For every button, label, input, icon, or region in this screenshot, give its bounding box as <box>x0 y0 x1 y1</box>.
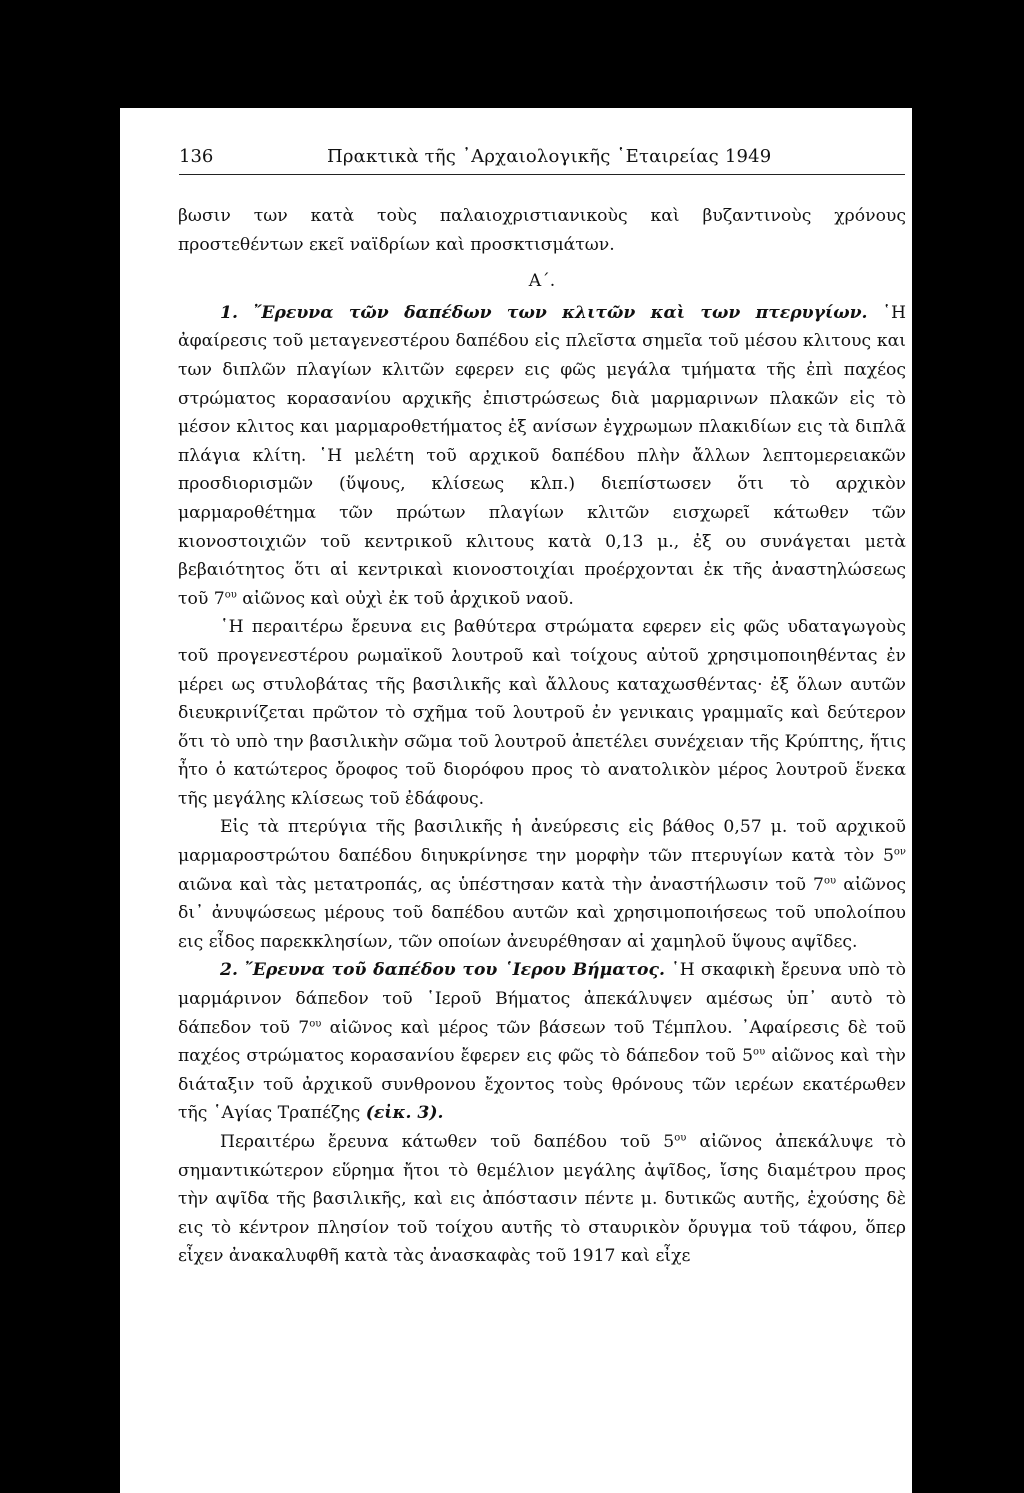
section-1-text-c2: αιῶνα καὶ τὰς μετατροπάς, ας ὑπέστησαν κατὰ τὴν ἀναστήλωσιν τοῦ 7 <box>178 874 824 895</box>
ordinal-suffix: ου <box>753 1046 766 1058</box>
ordinal-suffix: ον <box>893 846 906 858</box>
ordinal-suffix: ου <box>674 1132 687 1144</box>
section-2-paragraph-2 <box>178 1128 906 1271</box>
running-title: Πρακτικὰ τῆς ᾽Αρχαιολογικῆς ῾Εταιρείας 1949 <box>327 146 772 167</box>
ordinal-suffix: ου <box>309 1017 322 1029</box>
section-1-text-c3: αἰῶνος δι᾽ ἀνυψώσεως μέρους τοῦ δαπέδου αυτῶν καὶ χρησιμοποιήσεως τοῦ υπολοίπου εις εἶδος παρεκκλησίων, τῶν οποίων ἀνευρέθησαν αἱ χαμηλοῦ ὕψους αψῖδες. <box>178 874 906 952</box>
section-2-paragraph-1 <box>178 956 906 1128</box>
ordinal-suffix: ου <box>823 874 837 886</box>
section-2-text-a3: αἰῶνος καὶ τὴν διάταξιν τοῦ ἀρχικοῦ συνθρονου ἔχοντος τοὺς θρόνους τῶν ιερέων εκατέρωθεν τῆς ῾Αγίας Τραπέζης <box>178 1046 906 1124</box>
figure-reference: (εἰκ. 3). <box>365 1103 444 1124</box>
running-header <box>179 146 905 176</box>
section-1-text-a-end: αἰῶνος καὶ οὐχὶ ἐκ τοῦ ἀρχικοῦ ναοῦ. <box>236 588 574 609</box>
ordinal-suffix: ου <box>224 588 237 600</box>
section-mark: Α΄. <box>528 271 556 292</box>
section-2-title: ῎Ερευνα τοῦ δαπέδου του ῾Ιερου Βήματος. <box>244 960 665 981</box>
section-1-paragraph-3 <box>178 813 906 956</box>
section-2-number: 2. <box>220 960 238 981</box>
section-1-number: 1. <box>220 302 238 323</box>
header-rule <box>179 174 905 175</box>
body-text <box>178 202 906 1271</box>
section-2-text-b1: Περαιτέρω ἔρευνα κάτωθεν τοῦ δαπέδου τοῦ 5 <box>220 1132 675 1152</box>
section-2-text-a2: αἰῶνος καὶ μέρος τῶν βάσεων τοῦ Τέμπλου. ᾽Αφαίρεσις δὲ τοῦ παχέος στρώματος κορασανίου ἔφερεν εις φῶς τὸ δάπεδον τοῦ 5 <box>178 1017 906 1067</box>
page-number: 136 <box>179 146 214 167</box>
section-1-text-a: ῾Η ἀφαίρεσις τοῦ μεταγενεστέρου δαπέδου εἰς πλεῖστα σημεῖα τοῦ μέσου κλιτους και των διπλῶν πλαγίων κλιτῶν εφερεν εις φῶς μεγάλα τμήματα τῆς ἐπὶ παχέος στρώματος κορασανίου αρχικῆς ἐπιστρώσεως διὰ μαρμαρινων πλακῶν εἰς τὸ μέσον κλιτος και μαρμαροθετήματος ἐξ ανίσων ἐγχρωμων πλακιδίων εις τὰ διπλᾶ πλάγια κλίτη. ῾Η μελέτη τοῦ αρχικοῦ δαπέδου πλὴν ἄλλων λεπτομερειακῶν προσδιορισμῶν (ὕψους, κλίσεως κλπ.) διεπίστωσεν ὅτι τὸ αρχικὸν μαρμαροθέτημα τῶν πρώτων πλαγίων κλιτῶν εισχωρεῖ κάτωθεν τῶν κιονοστοιχιῶν τοῦ κεντρικοῦ κλιτους κατὰ 0,13 μ., ἐξ ου συνάγεται μετὰ βεβαιότητος ὅτι αἱ κεντρικαὶ κιονοστοιχίαι προέρχονται ἐκ τῆς ἀναστηλώσεως τοῦ 7 <box>178 302 906 609</box>
section-1-paragraph-2: ῾Η περαιτέρω ἔρευνα εις βαθύτερα στρώματα εφερεν εἰς φῶς υδαταγωγοὺς τοῦ προγενεστέρου ρωμαϊκοῦ λουτροῦ καὶ τοίχους αὐτοῦ χρησιμοποιηθέντας ἐν μέρει ως στυλοβάτας τῆς βασιλικῆς καὶ ἄλλους καταχωσθέντας· ἐξ ὅλων αυτῶν διευκρινίζεται πρῶτον τὸ σχῆμα τοῦ λουτροῦ ἐν γενικαις γραμμαῖς καὶ δεύτερον ὅτι τὸ υπὸ την βασιλικὴν σῶμα τοῦ λουτροῦ ἀπετέλει συνέχειαν τῆς Κρύπτης, ἥτις ἦτο ὁ κατώτερος ὄροφος τοῦ διορόφου προς τὸ ανατολικὸν μέρος λουτροῦ ἕνεκα τῆς μεγάλης κλίσεως τοῦ ἐδάφους. <box>178 617 906 809</box>
section-1-paragraph-1 <box>178 299 906 614</box>
section-2-text-a1: ῾Η σκαφικὴ ἔρευνα υπὸ τὸ μαρμάρινον δάπεδον τοῦ ῾Ιεροῦ Βήματος ἀπεκάλυψεν αμέσως ὑπ᾽ αυτὸ τὸ δάπεδον τοῦ 7 <box>178 960 907 1038</box>
paragraph-continued: βωσιν των κατὰ τοὺς παλαιοχριστιανικοὺς καὶ βυζαντινοὺς χρόνους προστεθέντων εκεῖ ναϊδρίων καὶ προσκτισμάτων. <box>178 206 906 255</box>
section-1-title: ῎Ερευνα τῶν δαπέδων των κλιτῶν καὶ των πτερυγίων. <box>252 302 868 323</box>
section-1-text-c1: Εἰς τὰ πτερύγια τῆς βασιλικῆς ἡ ἀνεύρεσις εἰς βάθος 0,57 μ. τοῦ αρχικοῦ μαρμαροστρώτου δαπέδου διηυκρίνησε την μορφὴν τῶν πτερυγίων κατὰ τὸν 5 <box>178 817 906 867</box>
section-2-text-b2: αἰῶνος ἀπεκάλυψε τὸ σημαντικώτερον εὕρημα ἤτοι τὸ θεμέλιον μεγάλης ἀψῖδος, ἴσης διαμέτρου προς τὴν αψῖδα τῆς βασιλικῆς, καὶ εις ἀπόστασιν πέντε μ. δυτικῶς αυτῆς, ἐχούσης δὲ εις τὸ κέντρον πλησίον τοῦ τοίχου αυτῆς τὸ σταυρικὸν ὄρυγμα τοῦ τάφου, ὅπερ εἶχεν ἀνακαλυφθῆ κατὰ τὰς ἀνασκαφὰς τοῦ 1917 καὶ εἶχε <box>178 1132 906 1267</box>
